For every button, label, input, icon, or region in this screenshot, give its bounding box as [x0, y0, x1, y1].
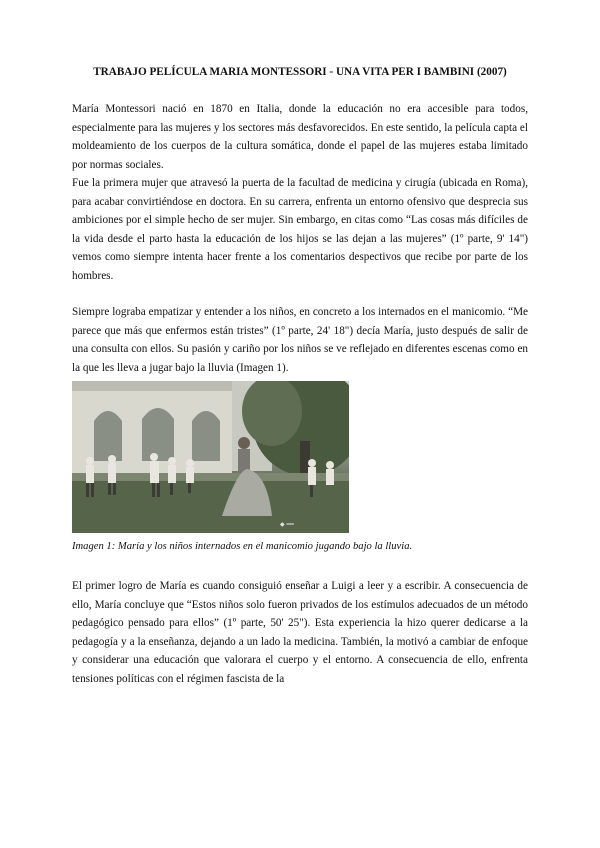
svg-text:◆ ══: ◆ ══	[280, 521, 294, 528]
paragraph-3: Siempre lograba empatizar y entender a los niños, en concreto a los internados en el manicomio. “Me parece que más que enfermos están tristes” (1º parte, 24' 18") decía María, justo después de salir de una consulta con ellos. Su pasión y cariño por los niños se ve reflejado en diferentes escenas como en la que les lleva a jugar bajo la lluvia (Imagen 1).	[72, 306, 528, 374]
rain-scene-illustration	[72, 381, 349, 533]
document-page	[72, 66, 528, 688]
paragraph-2: Fue la primera mujer que atravesó la puerta de la facultad de medicina y cirugía (ubicada en Roma), para acabar convirtiéndose en doctora. En su carrera, enfrenta un entorno ofensivo que desprecia sus ambiciones por el simple hecho de ser mujer. Sin embargo, en citas como “Las cosas más difíciles de la vida desde el parto hasta la educación de los hijos se las dejan a las mujeres” (1º parte, 9' 14") vemos como siempre intenta hacer frente a los comentarios despectivos que recibe por parte de los hombres.	[72, 177, 528, 282]
document-title: TRABAJO PELÍCULA MARIA MONTESSORI - UNA VITA PER I BAMBINI (2007)	[93, 66, 507, 78]
paragraph-1: María Montessori nació en 1870 en Italia, donde la educación no era accesible para todos, especialmente para las mujeres y los sectores más desfavorecidos. En este sentido, la película capta el moldeamiento de los cuerpos de la cultura somática, donde el papel de las mujeres estaba limitado por normas sociales.	[72, 103, 528, 171]
figure-caption: Imagen 1: María y los niños internados en el manicomio jugando bajo la lluvia.	[72, 541, 413, 552]
paragraph-4: El primer logro de María es cuando consiguió enseñar a Luigi a leer y a escribir. A consecuencia de ello, María concluye que “Estos niños solo fueron privados de los estímulos adecuados de un método pedagógico pensado para ellos” (1º parte, 50' 25"). Esta experiencia la hizo querer dedicarse a la pedagogía y a la enseñanza, dejando a un lado la medicina. También, la motivó a cambiar de enfoque y considerar una educación que valorara el cuerpo y el entorno. A consecuencia de ello, enfrenta tensiones políticas con el régimen fascista de la	[72, 580, 528, 685]
film-still-image	[72, 381, 349, 533]
